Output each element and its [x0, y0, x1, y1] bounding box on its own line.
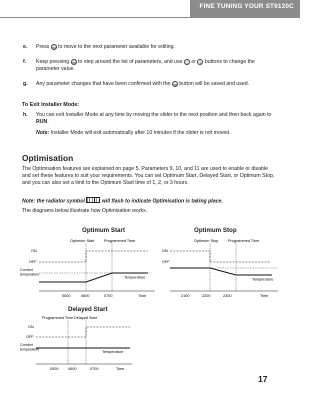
page-number: 17 — [258, 374, 268, 384]
step-text: You can exit Installer Mode at any time by moving the slider to the next position and then back again to — [36, 112, 272, 118]
page-header — [0, 0, 300, 18]
step-h — [23, 112, 276, 126]
step-g — [23, 81, 276, 88]
on-label: ON — [162, 249, 168, 253]
step-text: . — [47, 119, 49, 126]
temperature-curve — [170, 268, 272, 275]
temperature-label: Temperature — [252, 277, 274, 282]
temperature-label: Temperature — [102, 350, 124, 354]
note-text: Note: the radiator symbol — [22, 198, 85, 205]
tick-label: 0700 — [90, 367, 99, 371]
tick-label: 2100 — [181, 294, 190, 298]
optimum-stop-diagram — [160, 236, 280, 298]
off-label: OFF — [29, 260, 37, 264]
step-text: buttons to change the parameter value. — [36, 59, 255, 73]
diagrams-intro: The diagrams below illustrate how Optimisation works. — [22, 208, 148, 214]
step-text: to step around the list of parameters, and use — [78, 59, 183, 65]
comfort-label: Comfort — [20, 268, 33, 272]
note-text: Installer Mode will exit automatically after 10 minutes if the slider is not moved. — [50, 130, 231, 136]
delayed-start-diagram — [20, 314, 160, 372]
optimisation-note — [22, 197, 277, 206]
step-text: button will be saved and used. — [179, 81, 250, 87]
step-letter: g. — [23, 81, 28, 87]
ok-button-icon: OK — [71, 61, 76, 65]
optimum-stop-svg — [160, 236, 280, 298]
diagram-title: Optimum Stop — [194, 227, 237, 234]
time-label: Time — [138, 294, 147, 298]
note-label: Note: — [36, 130, 50, 136]
step-text: to move to the next parameter available for editing. — [58, 44, 175, 50]
step-text: Press — [36, 44, 50, 50]
delayed-start-svg — [20, 314, 160, 372]
optimisation-paragraph: The Optimisation features are explained on page 5. Parameters 9, 10, and 11 are used to enable or disable and set these features to suit your requirements. You can set Optimum Start, Delayed Start, or Optimum Stop, and you can also set a limit to the Optimum Start time of 1, 2, or 3 hours. — [22, 166, 275, 187]
minus-button-icon: − — [184, 59, 190, 65]
label-right: Delayed Start — [74, 316, 98, 320]
step-letter: e. — [23, 44, 28, 50]
exit-note — [36, 130, 276, 137]
step-text: Any parameter changes that have been confirmed with the — [36, 81, 171, 87]
radiator-icon — [86, 197, 100, 203]
time-label: Time — [260, 294, 269, 298]
comfort-label: temperature — [20, 347, 40, 352]
tick-label: 2200 — [202, 294, 211, 298]
label-left: Optimum Stop — [194, 239, 219, 243]
label-right: Programmed Time — [104, 239, 136, 243]
ok-button-icon: OK — [172, 83, 178, 87]
on-label: ON — [31, 249, 37, 253]
label-left: Programmed Time — [42, 316, 74, 320]
optimum-start-diagram — [20, 236, 160, 298]
run-label: RUN — [36, 119, 48, 126]
on-off-step — [170, 251, 270, 262]
on-label: ON — [28, 325, 34, 329]
step-e — [23, 44, 276, 51]
tick-label: 2300 — [223, 294, 232, 298]
on-off-step — [39, 251, 148, 262]
header-title: FINE TUNING YOUR ST9120C — [199, 3, 294, 10]
tick-label: 0600 — [81, 294, 90, 298]
plus-button-icon: + — [197, 59, 203, 65]
tick-label: 0500 — [50, 367, 59, 371]
tick-label: 0500 — [62, 294, 71, 298]
label-right: Programmed Time — [228, 239, 260, 243]
off-label: OFF — [26, 335, 34, 339]
diagram-title: Optimum Start — [82, 227, 125, 234]
ok-button-icon: OK — [51, 46, 57, 50]
tick-label: 0600 — [68, 367, 77, 371]
step-letter: f. — [23, 59, 27, 65]
off-label: OFF — [162, 260, 170, 264]
temperature-label: Temperature — [124, 275, 146, 280]
label-left: Optimum Start — [70, 239, 95, 243]
step-text: Keep pressing — [36, 59, 70, 65]
on-off-step — [36, 327, 130, 337]
diagram-title: Delayed Start — [68, 306, 108, 313]
time-label: Time — [116, 367, 125, 371]
step-f — [23, 59, 276, 73]
optimisation-title: Optimisation — [22, 153, 74, 163]
step-letter: h. — [23, 112, 28, 118]
comfort-label: Comfort — [20, 343, 33, 347]
optimum-start-svg — [20, 236, 160, 298]
exit-heading: To Exit Installer Mode: — [22, 102, 80, 108]
header-rule — [0, 17, 300, 18]
tick-label: 0700 — [104, 294, 113, 298]
comfort-label: temperature — [20, 272, 40, 277]
step-text: or — [191, 59, 196, 65]
note-text: will flash to indicate Optimisation is taking place. — [101, 198, 223, 205]
